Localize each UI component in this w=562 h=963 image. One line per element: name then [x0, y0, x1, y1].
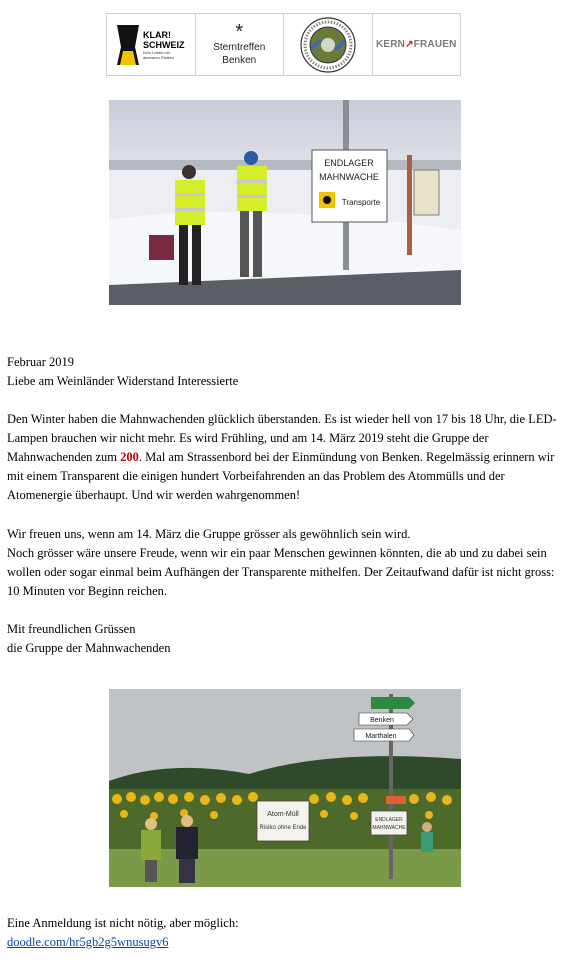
doodle-link[interactable]: doodle.com/hr5gb2g5wnusugv6 [7, 935, 169, 949]
buergerinitiative-seal-icon [298, 15, 358, 75]
letter-closing [7, 620, 557, 658]
klar-logo-icon [117, 25, 139, 65]
sterntreffen-line2: Benken [222, 54, 257, 66]
p1-highlight-number: 200 [120, 450, 139, 464]
p2-line1: Wir freuen uns, wenn am 14. März die Gruppe grösser als gewöhnlich sein wird. [7, 527, 411, 541]
star-icon: * [235, 20, 244, 43]
logo-strip [106, 13, 461, 76]
direction-benken: Benken [370, 717, 394, 724]
p1-text-b: . Mal am Strassenbord bei der Einmündung von Benken. Regelmässig erinnern wir mit einem Transparent die einigen hundert Vorbeifahrenden an das Problem des Atommülls und der Atomenergie überhaupt. Und wir werden wahrgenommen! [7, 450, 555, 502]
klar-line2: SCHWEIZ [143, 39, 185, 50]
sign2-line2: MAHNWACHE [372, 825, 406, 831]
sign1-line1: Atom-Müll [267, 811, 299, 818]
p2-line2: Noch grösser wäre unsere Freude, wenn wir ein paar Menschen gewinnen könnten, die ab und zu dabei sein wollen oder sogar einmal beim Aufhängen der Transparente mithelfen. Der Zeitaufwand dafür ist nicht gross: 10 Minuten vor Beginn reichen. [7, 546, 555, 598]
signup-text: Eine Anmeldung ist nicht nötig, aber möglich: [7, 916, 239, 930]
logo-sterntreffen [196, 14, 285, 75]
letter-paragraph-1 [7, 410, 557, 505]
closing-line2: die Gruppe der Mahnwachenden [7, 641, 171, 655]
kernfrauen-part2: FRAUEN [413, 39, 457, 50]
sign-line1: ENDLAGER [324, 158, 374, 168]
zigzag-icon: ↗ [405, 39, 414, 50]
sign-line2: MAHNWACHE [319, 172, 379, 182]
direction-marthalen: Marthalen [365, 733, 397, 740]
photo-winter-vigil [109, 100, 461, 305]
closing-line1: Mit freundlichen Grüssen [7, 622, 136, 636]
klar-sub1: Kein Leben mit [143, 49, 170, 55]
klar-line1: KLAR! [143, 29, 171, 40]
photo-sunflower-field [109, 689, 461, 887]
logo-klar-schweiz [107, 14, 196, 75]
letter-greeting: Liebe am Weinländer Widerstand Interessierte [7, 374, 239, 388]
sign2-line1: ENDLAGER [375, 817, 403, 823]
kernfrauen-part1: KERN [375, 39, 406, 50]
signup-section [7, 914, 557, 952]
letter-header [7, 353, 557, 391]
letter-date: Februar 2019 [7, 355, 74, 369]
p1-text-a: Den Winter haben die Mahnwachenden glücklich überstanden. Es ist wieder hell von 17 bis 18 Uhr, die LED-Lampen brauchen wir nicht mehr. Es wird Frühling, und am 14. März 2019 steht die Gruppe der Mahnwachenden zum [7, 412, 557, 464]
sterntreffen-line1: Sterntreffen [213, 41, 266, 53]
letter-paragraph-2 [7, 525, 557, 601]
sign-line3: Transporte [341, 198, 381, 207]
logo-kernfrauen [373, 14, 461, 75]
klar-sub2: atomaren Risiken [143, 54, 175, 60]
logo-buergerinitiative [284, 14, 373, 75]
sign1-line2: Risiko ohne Ende [259, 825, 307, 831]
